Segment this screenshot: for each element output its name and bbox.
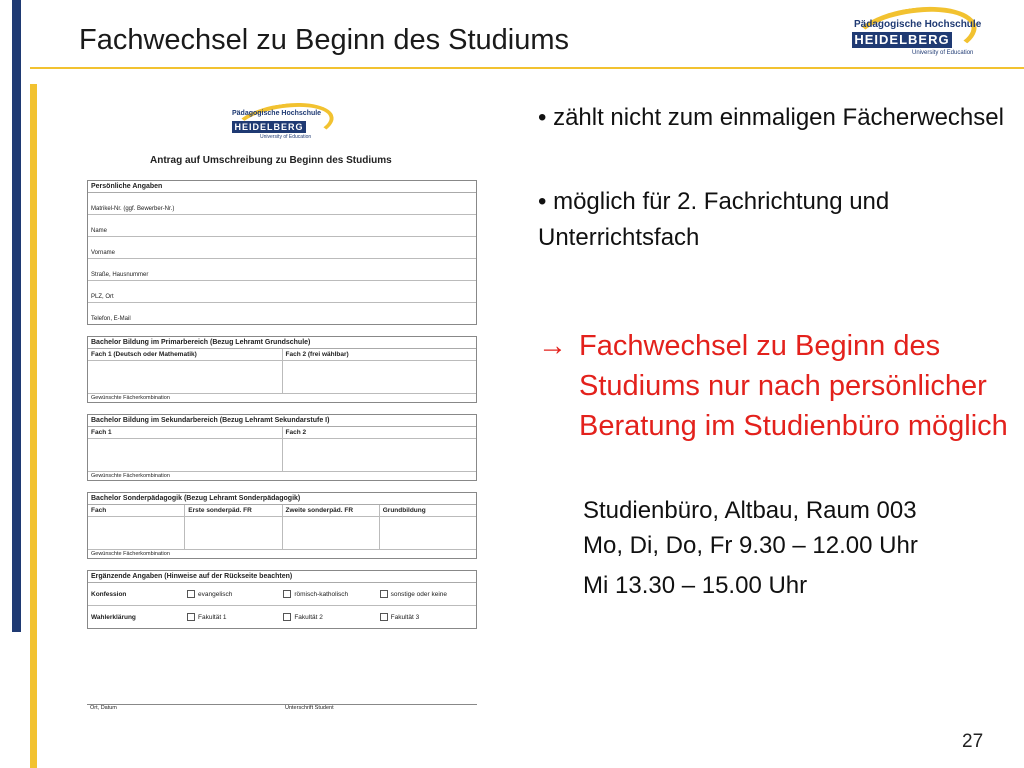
form-field bbox=[88, 215, 476, 237]
form-primar-foot: Gewünschte Fächerkombination bbox=[91, 395, 170, 401]
form-checkbox-option bbox=[380, 590, 476, 598]
university-logo bbox=[850, 8, 980, 64]
form-option-label: evangelisch bbox=[198, 590, 233, 598]
form-option-label: Fakultät 1 bbox=[198, 613, 227, 621]
form-sonder-foot: Gewünschte Fächerkombination bbox=[91, 551, 170, 557]
checkbox-icon bbox=[187, 590, 195, 598]
form-option-label: Fakultät 3 bbox=[390, 613, 420, 621]
form-field bbox=[88, 193, 476, 215]
form-field-label: Telefon, E-Mail bbox=[91, 316, 131, 322]
form-blank-row bbox=[88, 361, 476, 394]
form-field-label: PLZ, Ort bbox=[91, 294, 114, 300]
highlight-text: Fachwechsel zu Beginn des Studiums nur nach persönlicher Beratung im Studienbüro möglich bbox=[579, 330, 1008, 442]
bullet-item: • zählt nicht zum einmaligen Fächerwechsel bbox=[538, 104, 1004, 131]
form-field-label: Matrikel-Nr. (ggf. Bewerber-Nr.) bbox=[91, 206, 175, 212]
form-personal-section bbox=[87, 180, 477, 325]
form-col-label: Erste sonderpäd. FR bbox=[185, 505, 282, 516]
page-number: 27 bbox=[962, 731, 984, 752]
form-personal-header: Persönliche Angaben bbox=[88, 181, 476, 193]
form-sig-left: Ort, Datum bbox=[90, 705, 117, 711]
checkbox-icon bbox=[283, 590, 291, 598]
form-konfession-label: Konfession bbox=[91, 590, 127, 598]
form-extra-section bbox=[87, 570, 477, 629]
form-primar-header: Bachelor Bildung im Primarbereich (Bezug Lehramt Grundschule) bbox=[88, 337, 476, 349]
form-col-label: Fach 2 (frei wählbar) bbox=[285, 351, 349, 358]
form-logo-line1: Pädagogische Hochschule bbox=[232, 110, 322, 117]
form-sekundar-section bbox=[87, 414, 477, 481]
form-blank-row bbox=[88, 439, 476, 472]
form-option-label: Fakultät 2 bbox=[294, 613, 323, 621]
form-logo-line2: HEIDELBERG bbox=[232, 121, 306, 133]
form-field bbox=[88, 259, 476, 281]
form-checkbox-option bbox=[187, 613, 283, 621]
logo-line2: HEIDELBERG bbox=[852, 32, 952, 48]
form-wahl-row bbox=[88, 606, 476, 628]
form-field-label: Straße, Hausnummer bbox=[91, 272, 149, 278]
form-logo-line3: University of Education bbox=[260, 134, 312, 140]
checkbox-icon bbox=[380, 590, 388, 598]
form-sekundar-foot: Gewünschte Fächerkombination bbox=[91, 473, 170, 479]
office-hours-1: Mo, Di, Do, Fr 9.30 – 12.00 Uhr bbox=[583, 532, 918, 559]
form-col-label: Zweite sonderpäd. FR bbox=[283, 505, 380, 516]
left-navy-bar bbox=[12, 0, 21, 632]
form-col-label: Fach bbox=[88, 505, 185, 516]
form-extra-header: Ergänzende Angaben (Hinweise auf der Rückseite beachten) bbox=[88, 571, 476, 583]
logo-line3: University of Education bbox=[912, 50, 974, 56]
application-form-image bbox=[80, 100, 480, 712]
form-field bbox=[88, 303, 476, 324]
checkbox-icon bbox=[283, 613, 291, 621]
form-checkbox-option bbox=[283, 613, 379, 621]
form-sonder-header: Bachelor Sonderpädagogik (Bezug Lehramt Sonderpädagogik) bbox=[88, 493, 476, 505]
form-logo bbox=[230, 104, 340, 148]
form-sonder-section bbox=[87, 492, 477, 559]
form-primar-columns bbox=[88, 349, 476, 361]
form-option-label: sonstige oder keine bbox=[390, 590, 448, 598]
title-underline bbox=[30, 67, 1024, 69]
form-field bbox=[88, 281, 476, 303]
form-col-label: Fach 1 bbox=[88, 427, 283, 438]
form-col-label: Fach 2 bbox=[285, 429, 307, 436]
form-title: Antrag auf Umschreibung zu Beginn des Studiums bbox=[150, 155, 392, 166]
form-checkbox-option bbox=[380, 613, 476, 621]
logo-line1: Pädagogische Hochschule bbox=[854, 19, 982, 30]
page-title: Fachwechsel zu Beginn des Studiums bbox=[79, 24, 570, 56]
form-checkbox-option bbox=[187, 590, 283, 598]
arrow-right-icon: → bbox=[538, 330, 567, 362]
checkbox-icon bbox=[187, 613, 195, 621]
office-hours-2: Mi 13.30 – 15.00 Uhr bbox=[583, 572, 808, 599]
bullet-item: • möglich für 2. Fachrichtung und Unterrichtsfach bbox=[538, 188, 890, 251]
form-field bbox=[88, 237, 476, 259]
form-col-label: Grundbildung bbox=[382, 507, 426, 514]
form-col-label: Fach 1 (Deutsch oder Mathematik) bbox=[88, 349, 283, 360]
checkbox-icon bbox=[380, 613, 388, 621]
form-option-label: römisch-katholisch bbox=[294, 590, 349, 598]
form-primar-section bbox=[87, 336, 477, 403]
form-blank-row bbox=[88, 517, 476, 550]
form-sonder-columns bbox=[88, 505, 476, 517]
form-sekundar-header: Bachelor Bildung im Sekundarbereich (Bezug Lehramt Sekundarstufe I) bbox=[88, 415, 476, 427]
form-signature-line bbox=[87, 704, 477, 705]
form-field-label: Vorname bbox=[91, 250, 116, 256]
form-konfession-row bbox=[88, 583, 476, 606]
form-field-label: Name bbox=[91, 228, 108, 234]
form-sekundar-columns bbox=[88, 427, 476, 439]
left-yellow-bar bbox=[30, 84, 37, 768]
form-wahl-label: Wahlerklärung bbox=[91, 613, 136, 621]
form-sig-right: Unterschrift Student bbox=[285, 705, 334, 711]
office-location: Studienbüro, Altbau, Raum 003 bbox=[583, 497, 917, 524]
form-checkbox-option bbox=[283, 590, 379, 598]
